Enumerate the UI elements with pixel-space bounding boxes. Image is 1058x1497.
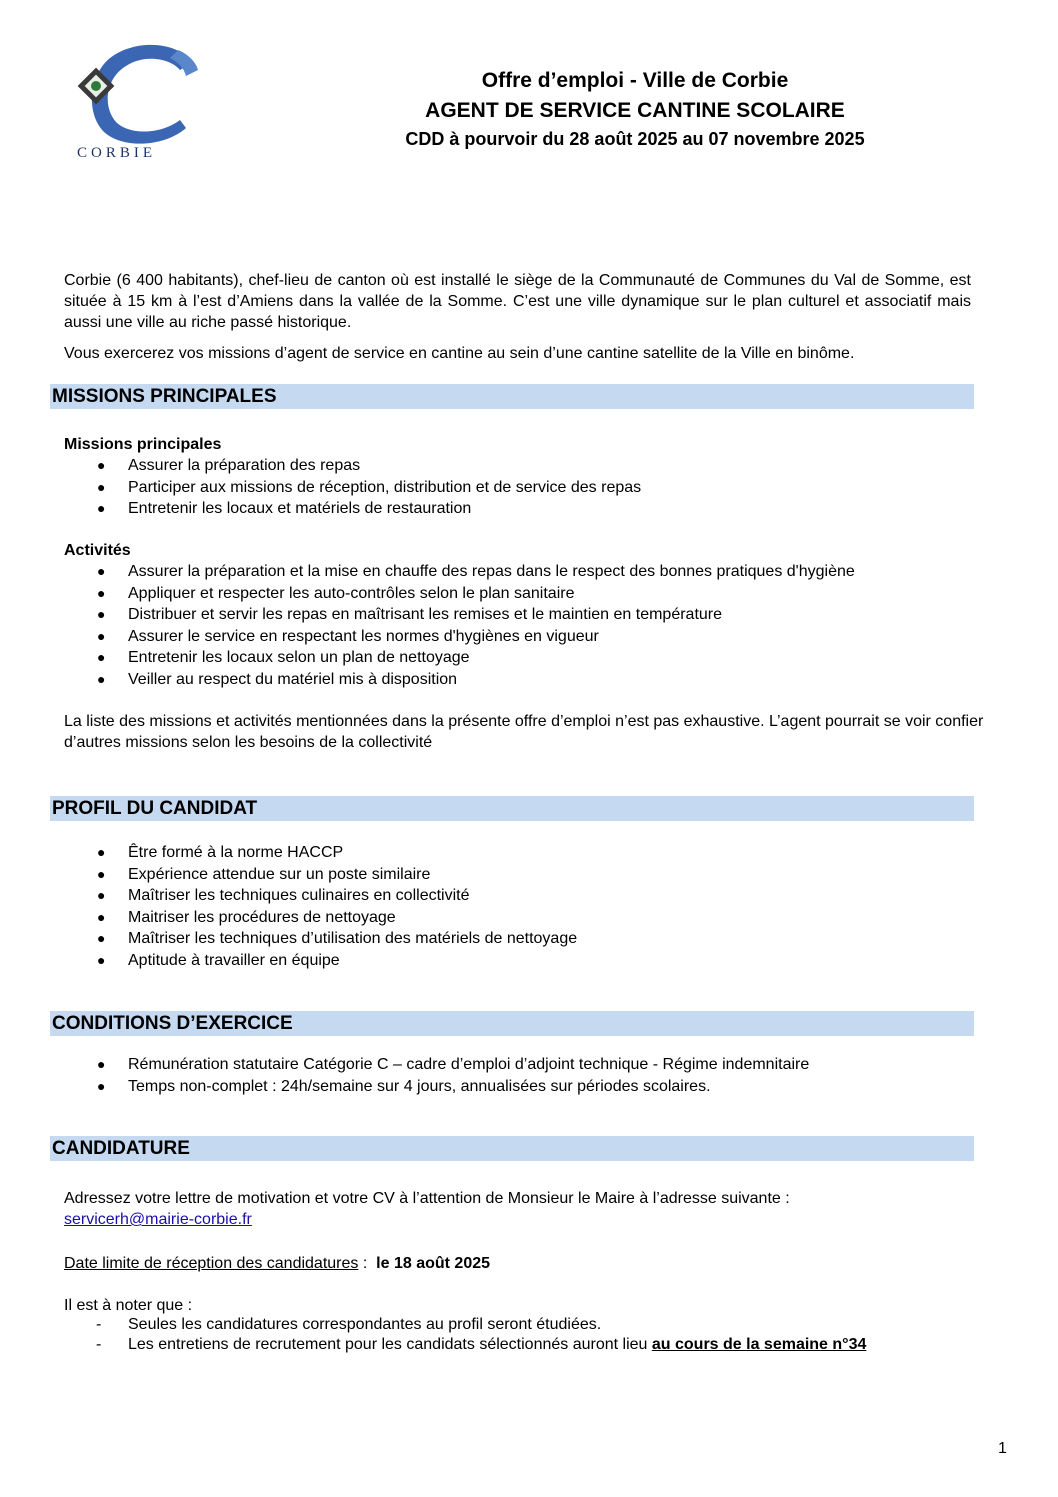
missions-note: La liste des missions et activités mentionnées dans la présente offre d’emploi n’est pas exhaustive. L’agent pourrait se voir confier d’autres missions selon les besoins de la collectivité bbox=[64, 713, 984, 751]
profil-list bbox=[64, 842, 971, 972]
bullet-icon: ● bbox=[97, 500, 106, 517]
conditions-list bbox=[64, 1054, 971, 1097]
list-item: ● Assurer la préparation et la mise en chauffe des repas dans le respect des bonnes pratiques d'hygiène bbox=[64, 561, 971, 583]
list-item: ● Entretenir les locaux et matériels de restauration bbox=[64, 498, 971, 520]
bullet-icon: ● bbox=[97, 649, 106, 666]
note-block bbox=[64, 1315, 971, 1355]
title-line-1: Offre d’emploi - Ville de Corbie bbox=[481, 69, 789, 92]
list-item: ● Appliquer et respecter les auto-contrôles selon le plan sanitaire bbox=[64, 583, 971, 605]
intro-paragraph-1: Corbie (6 400 habitants), chef-lieu de canton où est installé le siège de la Communauté de Communes du Val de Somme, est située à 15 km à l’est d’Amiens dans la vallée de la Somme. C’est une ville dynamique sur le plan culturel et associatif mais aussi une ville au riche passé historique. bbox=[64, 272, 971, 331]
list-item: ● Maitriser les procédures de nettoyage bbox=[64, 907, 971, 929]
deadline-label: Date limite de réception des candidatures bbox=[64, 1255, 359, 1272]
bullet-icon: ● bbox=[97, 584, 106, 601]
bullet-icon: ● bbox=[97, 563, 106, 579]
bullet-icon: ● bbox=[97, 908, 106, 925]
list-item: ● Entretenir les locaux selon un plan de nettoyage bbox=[64, 647, 971, 669]
list-item: ● Assurer la préparation des repas bbox=[64, 455, 971, 477]
title-line-3: CDD à pourvoir du 28 août 2025 au 07 novembre 2025 bbox=[405, 129, 865, 149]
note-intro: Il est à noter que : bbox=[64, 1297, 193, 1314]
missions-subheading: Missions principales bbox=[64, 436, 222, 453]
list-item: ● Temps non-complet : 24h/semaine sur 4 jours, annualisées sur périodes scolaires. bbox=[64, 1076, 971, 1098]
bullet-icon: ● bbox=[97, 670, 106, 687]
bullet-icon: ● bbox=[97, 951, 106, 968]
intro-paragraph-2: Vous exercerez vos missions d’agent de service en cantine au sein d’une cantine satellite de la Ville en binôme. bbox=[64, 345, 855, 362]
logo-wordmark: CORBIE bbox=[77, 145, 157, 161]
list-item: - Les entretiens de recrutement pour les candidats sélectionnés auront lieu au cours de la semaine n°34 bbox=[96, 1336, 867, 1353]
missions-list bbox=[64, 455, 971, 520]
title-line-2: AGENT DE SERVICE CANTINE SCOLAIRE bbox=[425, 99, 845, 122]
deadline-value: le 18 août 2025 bbox=[376, 1255, 491, 1272]
list-item: ● Participer aux missions de réception, distribution et de service des repas bbox=[64, 477, 971, 499]
dash-bullet: - bbox=[96, 1316, 102, 1333]
bullet-icon: ● bbox=[97, 478, 106, 495]
conditions-block bbox=[64, 1054, 971, 1097]
list-item: ● Être formé à la norme HACCP bbox=[64, 842, 971, 864]
missions-block bbox=[64, 434, 971, 520]
activities-block bbox=[64, 540, 971, 691]
list-item: ● Veiller au respect du matériel mis à disposition bbox=[64, 669, 971, 691]
page-number: 1 bbox=[998, 1440, 1007, 1457]
list-item: ● Maîtriser les techniques culinaires en collectivité bbox=[64, 885, 971, 907]
note-list bbox=[64, 1315, 971, 1355]
section-heading-conditions: CONDITIONS D’EXERCICE bbox=[50, 1011, 974, 1036]
candidature-email-line bbox=[64, 1209, 971, 1230]
bullet-icon: ● bbox=[97, 1077, 106, 1094]
section-heading-missions: MISSIONS PRINCIPALES bbox=[50, 384, 974, 409]
list-item: ● Maîtriser les techniques d’utilisation des matériels de nettoyage bbox=[64, 928, 971, 950]
list-item: ● Expérience attendue sur un poste similaire bbox=[64, 864, 971, 886]
email-link[interactable]: servicerh@mairie-corbie.fr bbox=[64, 1211, 252, 1228]
bullet-icon: ● bbox=[97, 844, 106, 860]
section-heading-profil: PROFIL DU CANDIDAT bbox=[50, 796, 974, 821]
activities-subheading: Activités bbox=[64, 542, 131, 559]
section-heading-candidature: CANDIDATURE bbox=[50, 1136, 974, 1161]
profil-block bbox=[64, 842, 971, 972]
bullet-icon: ● bbox=[97, 887, 106, 904]
bullet-icon: ● bbox=[97, 606, 106, 623]
candidature-text: Adressez votre lettre de motivation et votre CV à l’attention de Monsieur le Maire à l’adresse suivante : bbox=[64, 1190, 790, 1207]
deadline-separator: : bbox=[358, 1255, 377, 1272]
list-item: - Seules les candidatures correspondantes au profil seront étudiées. bbox=[96, 1316, 602, 1333]
bullet-icon: ● bbox=[97, 457, 106, 473]
bullet-icon: ● bbox=[97, 1056, 106, 1072]
document-title-block bbox=[340, 66, 930, 152]
deadline-line bbox=[64, 1253, 971, 1274]
list-item: ● Rémunération statutaire Catégorie C – cadre d’emploi d’adjoint technique - Régime indemnitaire bbox=[64, 1054, 971, 1076]
dash-bullet: - bbox=[96, 1336, 102, 1353]
bullet-icon: ● bbox=[97, 865, 106, 882]
list-item: ● Distribuer et servir les repas en maîtrisant les remises et le maintien en température bbox=[64, 604, 971, 626]
bullet-icon: ● bbox=[97, 627, 106, 644]
list-item: ● Assurer le service en respectant les normes d'hygiènes en vigueur bbox=[64, 626, 971, 648]
list-item: ● Aptitude à travailler en équipe bbox=[64, 950, 971, 972]
bullet-icon: ● bbox=[97, 930, 106, 947]
activities-list bbox=[64, 561, 971, 691]
interview-week: au cours de la semaine n°34 bbox=[651, 1336, 867, 1353]
